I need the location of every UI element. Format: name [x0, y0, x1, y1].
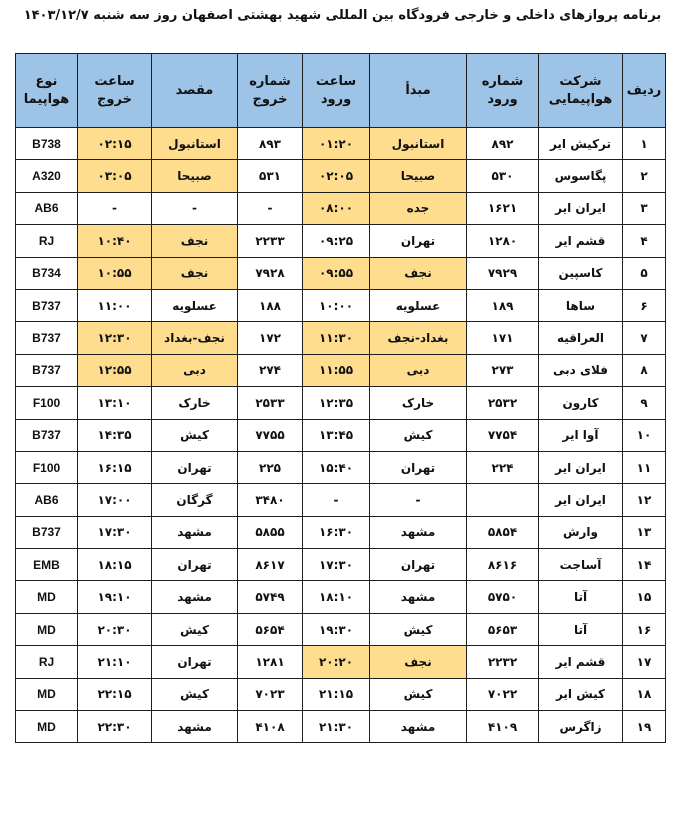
cell-row-number: ۸	[623, 354, 666, 386]
cell-arrival-time: ۰۸:۰۰	[303, 192, 370, 224]
cell-departure-number: ۷۰۲۳	[238, 678, 303, 710]
cell-row-number: ۳	[623, 192, 666, 224]
cell-airline: کارون	[539, 387, 623, 419]
cell-airline: ایران ایر	[539, 484, 623, 516]
cell-aircraft-type: RJ	[16, 225, 78, 257]
cell-airline: ساها	[539, 289, 623, 321]
cell-aircraft-type: B734	[16, 257, 78, 289]
cell-aircraft-type: B737	[16, 419, 78, 451]
table-row	[16, 613, 666, 645]
cell-arrival-number	[467, 484, 539, 516]
cell-origin: مشهد	[370, 581, 467, 613]
flight-schedule-table	[15, 53, 666, 743]
cell-origin: بغداد-نجف	[370, 322, 467, 354]
cell-departure-time: ۱۶:۱۵	[78, 451, 152, 483]
cell-destination: کیش	[152, 613, 238, 645]
cell-row-number: ۴	[623, 225, 666, 257]
cell-airline: ترکیش ایر	[539, 128, 623, 160]
cell-arrival-time: ۲۰:۲۰	[303, 646, 370, 678]
cell-departure-time: ۲۱:۱۰	[78, 646, 152, 678]
cell-arrival-time: -	[303, 484, 370, 516]
cell-origin: کیش	[370, 678, 467, 710]
cell-arrival-time: ۲۱:۳۰	[303, 711, 370, 743]
cell-row-number: ۵	[623, 257, 666, 289]
col-header-airline: شرکت هواپیمایی	[539, 54, 623, 128]
cell-departure-time: ۱۲:۳۰	[78, 322, 152, 354]
cell-destination: کیش	[152, 678, 238, 710]
cell-arrival-time: ۰۹:۵۵	[303, 257, 370, 289]
cell-departure-number: ۲۲۵	[238, 451, 303, 483]
table-row	[16, 484, 666, 516]
table-row	[16, 711, 666, 743]
cell-aircraft-type: F100	[16, 387, 78, 419]
cell-destination: استانبول	[152, 128, 238, 160]
cell-destination: گرگان	[152, 484, 238, 516]
cell-destination: مشهد	[152, 581, 238, 613]
cell-airline: ایران ایر	[539, 192, 623, 224]
cell-arrival-time: ۱۰:۰۰	[303, 289, 370, 321]
table-row	[16, 581, 666, 613]
cell-departure-number: ۲۷۴	[238, 354, 303, 386]
cell-arrival-number: ۱۸۹	[467, 289, 539, 321]
cell-departure-time: ۲۲:۱۵	[78, 678, 152, 710]
cell-airline: وارش	[539, 516, 623, 548]
cell-aircraft-type: B737	[16, 354, 78, 386]
cell-arrival-time: ۱۲:۳۵	[303, 387, 370, 419]
cell-origin: صبیحا	[370, 160, 467, 192]
cell-arrival-time: ۰۲:۰۵	[303, 160, 370, 192]
cell-origin: نجف	[370, 646, 467, 678]
cell-departure-number: ۴۱۰۸	[238, 711, 303, 743]
cell-row-number: ۱۷	[623, 646, 666, 678]
cell-destination: تهران	[152, 451, 238, 483]
table-row	[16, 646, 666, 678]
cell-row-number: ۱۹	[623, 711, 666, 743]
cell-departure-number: ۲۲۳۳	[238, 225, 303, 257]
cell-origin: نجف	[370, 257, 467, 289]
cell-arrival-time: ۱۹:۳۰	[303, 613, 370, 645]
cell-arrival-number: ۴۱۰۹	[467, 711, 539, 743]
table-row	[16, 128, 666, 160]
cell-departure-number: ۵۶۵۴	[238, 613, 303, 645]
cell-destination: مشهد	[152, 711, 238, 743]
cell-arrival-number: ۸۶۱۶	[467, 549, 539, 581]
cell-departure-time: -	[78, 192, 152, 224]
cell-row-number: ۲	[623, 160, 666, 192]
cell-arrival-time: ۱۵:۴۰	[303, 451, 370, 483]
cell-airline: کیش ایر	[539, 678, 623, 710]
cell-arrival-time: ۱۱:۳۰	[303, 322, 370, 354]
cell-origin: عسلویه	[370, 289, 467, 321]
cell-airline: العراقیه	[539, 322, 623, 354]
cell-airline: آتا	[539, 613, 623, 645]
cell-departure-number: ۲۵۳۳	[238, 387, 303, 419]
cell-row-number: ۷	[623, 322, 666, 354]
cell-aircraft-type: A320	[16, 160, 78, 192]
cell-origin: استانبول	[370, 128, 467, 160]
cell-destination: تهران	[152, 646, 238, 678]
col-header-departure-time: ساعت خروج	[78, 54, 152, 128]
cell-departure-number: ۷۹۲۸	[238, 257, 303, 289]
cell-airline: پگاسوس	[539, 160, 623, 192]
table-row	[16, 354, 666, 386]
cell-airline: آساجت	[539, 549, 623, 581]
cell-destination: -	[152, 192, 238, 224]
cell-arrival-time: ۰۱:۲۰	[303, 128, 370, 160]
cell-departure-number: ۱۸۸	[238, 289, 303, 321]
cell-arrival-number: ۵۸۵۴	[467, 516, 539, 548]
cell-aircraft-type: AB6	[16, 484, 78, 516]
cell-origin: دبی	[370, 354, 467, 386]
cell-arrival-number: ۷۹۲۹	[467, 257, 539, 289]
cell-row-number: ۱۴	[623, 549, 666, 581]
col-header-origin: مبدأ	[370, 54, 467, 128]
table-row	[16, 289, 666, 321]
cell-origin: مشهد	[370, 516, 467, 548]
cell-departure-time: ۲۲:۳۰	[78, 711, 152, 743]
table-row	[16, 549, 666, 581]
table-row	[16, 387, 666, 419]
cell-arrival-time: ۱۳:۴۵	[303, 419, 370, 451]
cell-origin: تهران	[370, 225, 467, 257]
cell-row-number: ۱	[623, 128, 666, 160]
cell-departure-time: ۱۳:۱۰	[78, 387, 152, 419]
cell-aircraft-type: AB6	[16, 192, 78, 224]
cell-arrival-number: ۷۰۲۲	[467, 678, 539, 710]
cell-destination: عسلویه	[152, 289, 238, 321]
cell-departure-time: ۱۱:۰۰	[78, 289, 152, 321]
cell-departure-time: ۰۳:۰۵	[78, 160, 152, 192]
cell-departure-number: ۱۷۲	[238, 322, 303, 354]
cell-aircraft-type: B737	[16, 322, 78, 354]
cell-destination: تهران	[152, 549, 238, 581]
cell-arrival-time: ۱۷:۳۰	[303, 549, 370, 581]
cell-departure-time: ۱۹:۱۰	[78, 581, 152, 613]
cell-departure-number: ۵۳۱	[238, 160, 303, 192]
cell-arrival-number: ۵۳۰	[467, 160, 539, 192]
cell-row-number: ۱۶	[623, 613, 666, 645]
cell-destination: نجف	[152, 225, 238, 257]
cell-aircraft-type: EMB	[16, 549, 78, 581]
cell-airline: آتا	[539, 581, 623, 613]
cell-departure-number: ۳۴۸۰	[238, 484, 303, 516]
cell-departure-time: ۰۲:۱۵	[78, 128, 152, 160]
cell-origin: مشهد	[370, 711, 467, 743]
table-header-row	[16, 54, 666, 128]
cell-arrival-number: ۵۷۵۰	[467, 581, 539, 613]
cell-airline: فلای دبی	[539, 354, 623, 386]
cell-destination: کیش	[152, 419, 238, 451]
cell-departure-time: ۱۷:۰۰	[78, 484, 152, 516]
cell-origin: خارک	[370, 387, 467, 419]
table-row	[16, 160, 666, 192]
table-row	[16, 322, 666, 354]
cell-arrival-number: ۱۷۱	[467, 322, 539, 354]
page-title: برنامه پروازهای داخلی و خارجی فرودگاه بین المللی شهید بهشتی اصفهان روز سه شنبه ۱۴۰۳/۱۲/۷	[23, 8, 662, 23]
cell-destination: نجف-بغداد	[152, 322, 238, 354]
table-row	[16, 516, 666, 548]
table-row	[16, 225, 666, 257]
cell-arrival-time: ۲۱:۱۵	[303, 678, 370, 710]
cell-airline: آوا ایر	[539, 419, 623, 451]
cell-departure-time: ۱۸:۱۵	[78, 549, 152, 581]
cell-destination: نجف	[152, 257, 238, 289]
cell-row-number: ۱۵	[623, 581, 666, 613]
cell-arrival-number: ۱۲۸۰	[467, 225, 539, 257]
cell-row-number: ۹	[623, 387, 666, 419]
col-header-destination: مقصد	[152, 54, 238, 128]
cell-destination: خارک	[152, 387, 238, 419]
cell-origin: تهران	[370, 549, 467, 581]
cell-arrival-time: ۱۸:۱۰	[303, 581, 370, 613]
cell-aircraft-type: MD	[16, 581, 78, 613]
cell-arrival-number: ۱۶۲۱	[467, 192, 539, 224]
cell-row-number: ۶	[623, 289, 666, 321]
cell-airline: قشم ایر	[539, 646, 623, 678]
cell-departure-number: -	[238, 192, 303, 224]
col-header-departure-number: شماره خروج	[238, 54, 303, 128]
table-row	[16, 451, 666, 483]
cell-origin: کیش	[370, 419, 467, 451]
cell-departure-time: ۱۷:۳۰	[78, 516, 152, 548]
cell-departure-number: ۸۹۳	[238, 128, 303, 160]
cell-row-number: ۱۸	[623, 678, 666, 710]
cell-departure-number: ۱۲۸۱	[238, 646, 303, 678]
cell-departure-time: ۱۴:۳۵	[78, 419, 152, 451]
cell-arrival-number: ۲۷۳	[467, 354, 539, 386]
cell-aircraft-type: RJ	[16, 646, 78, 678]
table-row	[16, 192, 666, 224]
table-row	[16, 419, 666, 451]
cell-departure-number: ۷۷۵۵	[238, 419, 303, 451]
col-header-arrival-number: شماره ورود	[467, 54, 539, 128]
table-row	[16, 257, 666, 289]
cell-departure-number: ۵۷۴۹	[238, 581, 303, 613]
cell-departure-time: ۱۰:۴۰	[78, 225, 152, 257]
cell-arrival-time: ۰۹:۲۵	[303, 225, 370, 257]
cell-aircraft-type: MD	[16, 678, 78, 710]
cell-arrival-time: ۱۱:۵۵	[303, 354, 370, 386]
cell-row-number: ۱۳	[623, 516, 666, 548]
col-header-row-number: ردیف	[623, 54, 666, 128]
cell-row-number: ۱۱	[623, 451, 666, 483]
cell-destination: دبی	[152, 354, 238, 386]
cell-airline: ایران ایر	[539, 451, 623, 483]
cell-destination: صبیحا	[152, 160, 238, 192]
table-row	[16, 678, 666, 710]
cell-airline: زاگرس	[539, 711, 623, 743]
cell-aircraft-type: B737	[16, 516, 78, 548]
cell-destination: مشهد	[152, 516, 238, 548]
cell-departure-time: ۱۲:۵۵	[78, 354, 152, 386]
cell-aircraft-type: MD	[16, 711, 78, 743]
cell-arrival-number: ۷۷۵۴	[467, 419, 539, 451]
cell-departure-number: ۸۶۱۷	[238, 549, 303, 581]
cell-row-number: ۱۰	[623, 419, 666, 451]
cell-departure-time: ۱۰:۵۵	[78, 257, 152, 289]
cell-origin: -	[370, 484, 467, 516]
cell-origin: تهران	[370, 451, 467, 483]
cell-departure-time: ۲۰:۳۰	[78, 613, 152, 645]
cell-airline: کاسپین	[539, 257, 623, 289]
cell-aircraft-type: B737	[16, 289, 78, 321]
cell-arrival-number: ۸۹۲	[467, 128, 539, 160]
cell-origin: کیش	[370, 613, 467, 645]
col-header-aircraft-type: نوع هواپیما	[16, 54, 78, 128]
cell-arrival-time: ۱۶:۳۰	[303, 516, 370, 548]
cell-aircraft-type: MD	[16, 613, 78, 645]
cell-arrival-number: ۲۵۳۲	[467, 387, 539, 419]
cell-aircraft-type: F100	[16, 451, 78, 483]
cell-row-number: ۱۲	[623, 484, 666, 516]
cell-origin: جده	[370, 192, 467, 224]
cell-arrival-number: ۲۲۴	[467, 451, 539, 483]
cell-arrival-number: ۵۶۵۳	[467, 613, 539, 645]
cell-arrival-number: ۲۲۳۲	[467, 646, 539, 678]
cell-departure-number: ۵۸۵۵	[238, 516, 303, 548]
cell-aircraft-type: B738	[16, 128, 78, 160]
col-header-arrival-time: ساعت ورود	[303, 54, 370, 128]
cell-airline: قشم ایر	[539, 225, 623, 257]
